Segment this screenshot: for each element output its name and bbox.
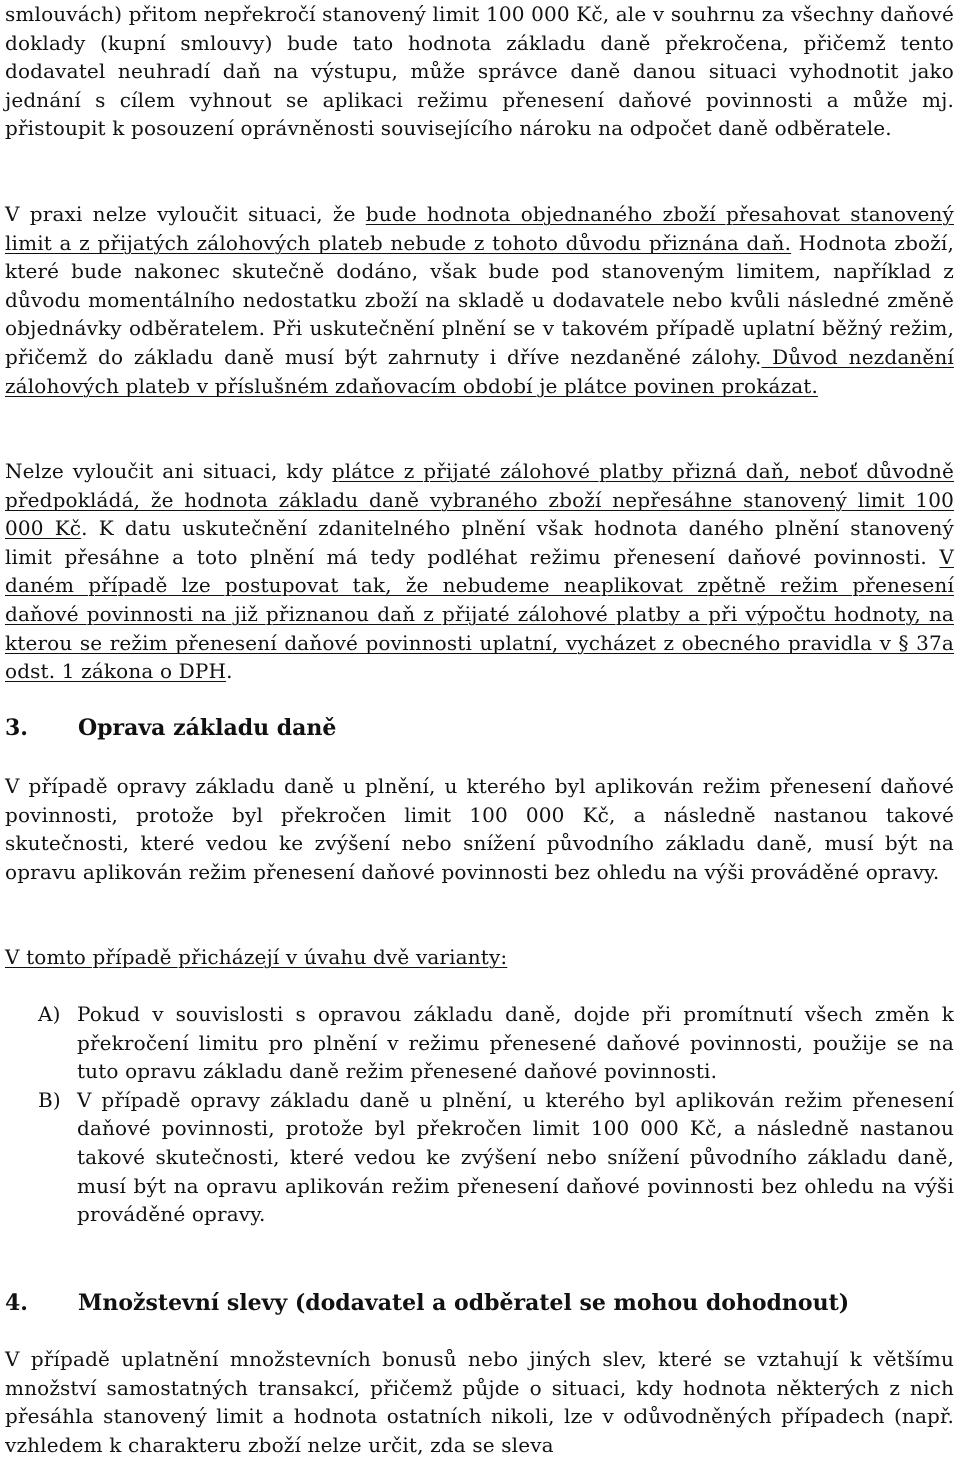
- paragraph-text: V případě opravy základu daně u plnění, u kterého byl aplikován režim přenesení daňové povinnosti, protože byl překročen limit 100 000 Kč, a následně nastanou takové skutečnosti, které vedou ke zvýšení nebo snížení původního základu daně, musí být na opravu aplikován režim přenesení daňové povinnosti bez ohledu na výši prováděné opravy.: [5, 774, 954, 884]
- paragraph-text: V případě uplatnění množstevních bonusů nebo jiných slev, které se vztahují k většímu množství samostatných transakcí, přičemž půjde o situaci, kdy hodnota některých z nich přesáhla stanovený limit a hodnota ostatních nikoli, lze v odůvodněných případech (např. vzhledem k charakteru zboží nelze určit, zda se sleva: [5, 1347, 954, 1457]
- paragraph-intro-text: smlouvách) přitom nepřekročí stanovený limit 100 000 Kč, ale v souhrnu za všechny daňové doklady (kupní smlouvy) bude tato hodnota základu daně překročena, přičemž tento dodavatel neuhradí daň na výstupu, může správce daně danou situaci vyhodnotit jako jednání s cílem vyhnout se aplikaci režimu přenesení daňové povinnosti a může mj. přistoupit k posouzení oprávněnosti souvisejícího nároku na odpočet daně odběratele.: [5, 2, 954, 141]
- paragraph-text: Hodnota zboží, které bude nakonec skutečně dodáno, však bude pod stanoveným limitem, například z důvodu momentálního nedostatku zboží na skladě u dodavatele nebo kvůli následné změně objednávky odběratelem. Při uskutečnění plnění se v takovém případě uplatní běžný režim, přičemž do základu daně musí být zahrnuty i dříve nezdaněné zálohy.: [5, 230, 954, 369]
- paragraph-text: .: [226, 659, 233, 684]
- paragraph-correction: [5, 772, 954, 886]
- list-item: [38, 1086, 954, 1229]
- underlined-text: plátce z přijaté zálohové platby přizná daň, neboť důvodně předpokládá, že hodnota základu daně vybraného zboží nepřesáhne stanovený limit 100 000 Kč: [5, 459, 954, 541]
- paragraph-intro: [5, 0, 954, 143]
- section-title: Množstevní slevy (dodavatel a odběratel se mohou dohodnout): [78, 1290, 850, 1316]
- list-item-text: Pokud v souvislosti s opravou základu daně, dojde při promítnutí všech změn k překročení limitu pro plnění v režimu přenesené daňové povinnosti, použije se na tuto opravu základu daně režim přenesené daňové povinnosti.: [77, 1002, 954, 1084]
- list-marker: B): [38, 1087, 61, 1112]
- section-number: 4.: [5, 1290, 28, 1316]
- paragraph-tax-declared: [5, 457, 954, 686]
- section-number: 3.: [5, 715, 28, 741]
- underlined-text: Důvod nezdanění zálohových plateb v příslušném zdaňovacím období je plátce povinen prokázat.: [5, 344, 954, 398]
- paragraph-text: V praxi nelze vyloučit situaci, že: [5, 202, 366, 226]
- paragraph-volume-discounts: [5, 1345, 954, 1459]
- underlined-text: V tomto případě přicházejí v úvahu dvě varianty:: [5, 945, 508, 969]
- section-heading-3: [5, 713, 954, 743]
- list-item: [38, 1000, 954, 1086]
- paragraph-text: . K datu uskutečnění zdanitelného plnění však hodnota daného plnění stanovený limit přesáhne a toto plnění má tedy podléhat režimu přenesení daňové povinnosti.: [5, 516, 955, 569]
- section-title: Oprava základu daně: [78, 715, 337, 741]
- section-heading-4: [5, 1288, 954, 1318]
- list-marker: A): [38, 1002, 61, 1026]
- underlined-text: bude hodnota objednaného zboží přesahovat stanovený limit a z přijatých zálohových plateb nebude z tohoto důvodu přiznána daň.: [5, 202, 955, 255]
- list-item-text: V případě opravy základu daně u plnění, u kterého byl aplikován režim přenesení daňové povinnosti, protože byl překročen limit 100 000 Kč, a následně nastanou takové skutečnosti, které vedou ke zvýšení nebo snížení původního základu daně, musí být na opravu aplikován režim přenesení daňové povinnosti bez ohledu na výši prováděné opravy.: [77, 1087, 954, 1227]
- paragraph-variants-intro: [5, 943, 954, 972]
- underlined-text: V daném případě lze postupovat tak, že nebudeme neaplikovat zpětně režim přenesení daňové povinnosti na již přiznanou daň z přijaté zálohové platby a při výpočtu hodnoty, na kterou se režim přenesení daňové povinnosti uplatní, vycházet z obecného pravidla v § 37a odst. 1 zákona o DPH: [5, 544, 954, 684]
- variants-list: [38, 1000, 954, 1229]
- paragraph-text: Nelze vyloučit ani situaci, kdy: [5, 459, 332, 483]
- paragraph-advance-payments: [5, 200, 954, 400]
